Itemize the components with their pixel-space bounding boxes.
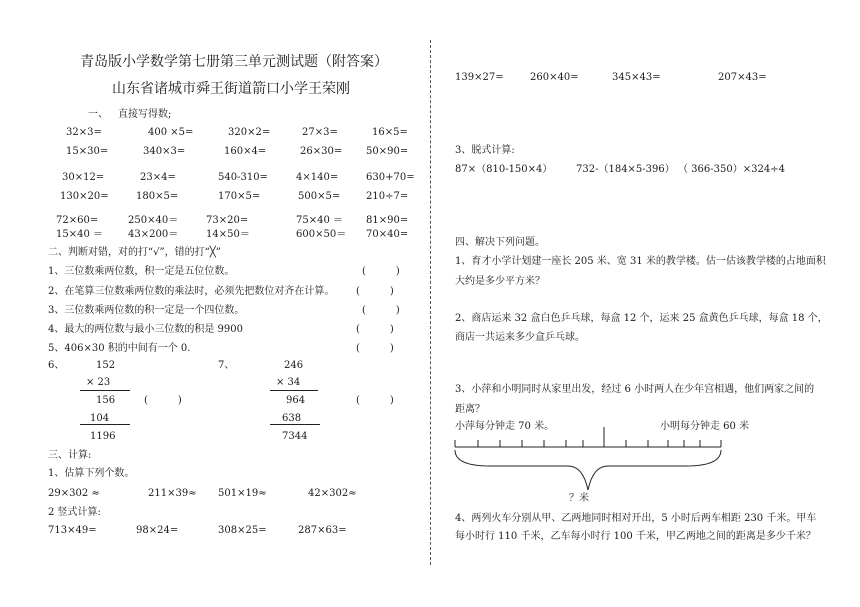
problem: 15×30=	[66, 146, 109, 157]
estimate-problem: 29×302 ≈	[48, 488, 100, 499]
product: 7344	[282, 431, 308, 442]
problem: 320×2=	[228, 127, 271, 138]
problem: 15×40 ＝	[56, 229, 104, 240]
word-problem-line: 每小时行 110 千米，乙车每小时行 100 千米，甲乙两地之间的距离是多少千米？	[455, 531, 816, 542]
multiplicand: 152	[96, 360, 116, 371]
section3-sub1: 1、估算下列个数。	[48, 468, 135, 479]
answer-paren: ( )	[356, 395, 394, 406]
problem: 81×90=	[366, 215, 409, 226]
section1-number: 一、	[88, 109, 108, 120]
multiplicand: 246	[284, 360, 304, 371]
section4-heading: 四、解决下列问题。	[455, 237, 545, 248]
mixed-problem: （ 366-350）×324÷4	[678, 164, 785, 175]
vertical-problem: 713×49=	[48, 525, 97, 536]
judge-item: 2、在笔算三位数乘两位数的乘法时，必须先把数位对齐在计算。	[48, 286, 335, 297]
diagram-left-label: 小萍每分钟走 70 米。	[455, 421, 555, 432]
diagram-right-label: 小明每分钟走 60 米	[660, 421, 750, 432]
problem: 400 ×5=	[148, 127, 194, 138]
answer-paren: ( )	[356, 324, 394, 335]
problem: 14×50＝	[206, 229, 250, 240]
multiplier: × 23	[86, 377, 111, 388]
problem: 600×50＝	[296, 229, 347, 240]
problem: 75×40 ＝	[296, 215, 344, 226]
section1-heading: 直接写得数;	[118, 109, 172, 120]
vertical-problem: 308×25=	[218, 525, 267, 536]
problem: 210÷7=	[366, 191, 409, 202]
problem: 160×4=	[224, 146, 267, 157]
problem: 630+70=	[366, 172, 415, 183]
estimate-problem: 501×19≈	[218, 488, 267, 499]
problem: 500×5=	[298, 191, 341, 202]
answer-paren: ( )	[356, 286, 394, 297]
problem: 540-310=	[218, 172, 268, 183]
vertical-problem: 260×40=	[530, 72, 579, 83]
estimate-problem: 211×39≈	[148, 488, 197, 499]
multiplier: × 34	[276, 377, 301, 388]
problem: 73×20=	[206, 215, 249, 226]
answer-paren: ( )	[362, 305, 400, 316]
product: 1196	[90, 431, 116, 442]
problem: 23×4=	[140, 172, 176, 183]
mixed-problem: 732-（184×5-396）	[576, 164, 675, 175]
problem: 72×60=	[56, 215, 99, 226]
answer-paren: ( )	[144, 395, 182, 406]
diagram-question: ？米	[569, 493, 589, 504]
distance-brace	[455, 450, 721, 490]
partial-product: 104	[90, 413, 110, 424]
problem: 26×30=	[300, 146, 343, 157]
problem: 4×140=	[296, 172, 339, 183]
judge-item: 3、三位数乘两位数的积一定是一个四位数。	[48, 305, 245, 316]
vertical-problem: 287×63=	[298, 525, 347, 536]
question-number: 6、	[48, 360, 65, 371]
word-problem-line: 商店一共运来多少盒乒乓球。	[455, 332, 585, 343]
section3-heading: 三、计算:	[48, 450, 92, 461]
estimate-problem: 42×302≈	[308, 488, 357, 499]
vertical-problem: 207×43=	[718, 72, 767, 83]
vertical-problem: 345×43=	[612, 72, 661, 83]
problem: 50×90=	[366, 146, 409, 157]
problem: 130×20=	[60, 191, 109, 202]
problem: 340×3=	[143, 146, 186, 157]
judge-item: 4、最大的两位数与最小三位数的积是 9900	[48, 324, 243, 335]
problem: 32×3=	[66, 127, 102, 138]
problem: 27×3=	[302, 127, 338, 138]
partial-product: 638	[282, 413, 302, 424]
word-problem-line: 1、育才小学计划建一座长 205 米、宽 31 米的教学楼。估一估该教学楼的占地面积	[455, 256, 826, 267]
word-problem-line: 距离？	[455, 404, 485, 415]
mixed-problem: 87×（810-150×4）	[455, 164, 553, 175]
problem: 43×200＝	[128, 229, 179, 240]
judge-item: 1、三位数乘两位数，积一定是五位位数。	[48, 266, 235, 277]
problem: 70×40=	[366, 229, 409, 240]
word-problem-line: 3、小萍和小明同时从家里出发，经过 6 小时两人在少年宫相遇，他们两家之间的	[455, 384, 815, 395]
partial-product: 156	[96, 395, 116, 406]
section2-heading: 二、判断对错，对的打“√”，错的打“╳”	[48, 247, 221, 258]
answer-paren: ( )	[356, 343, 394, 354]
problem: 30×12=	[62, 172, 105, 183]
answer-paren: ( )	[362, 266, 400, 277]
question-number: 7、	[218, 360, 235, 371]
problem: 250×40＝	[128, 215, 179, 226]
vertical-problem: 98×24=	[136, 525, 179, 536]
partial-product: 964	[286, 395, 306, 406]
section3-sub2: 2 竖式计算:	[48, 507, 101, 518]
problem: 16×5=	[372, 127, 408, 138]
problem: 180×5=	[136, 191, 179, 202]
word-problem-line: 2、商店运来 32 盒白色乒乓球，每盒 12 个，运来 25 盒黄色乒乓球，每盒 18 个，	[455, 313, 828, 324]
problem: 170×5=	[218, 191, 261, 202]
word-problem-line: 4、两列火车分别从甲、乙两地同时相对开出，5 小时后两车相距 230 千米。甲车	[455, 513, 817, 524]
page-subtitle: 山东省诸城市舜王街道箭口小学王荣刚	[112, 81, 350, 97]
page-title: 青岛版小学数学第七册第三单元测试题（附答案）	[80, 54, 388, 70]
word-problem-line: 大约是多少平方米？	[455, 276, 545, 287]
vertical-problem: 139×27=	[455, 72, 504, 83]
section3-sub3: 3、脱式计算:	[455, 145, 515, 156]
judge-item: 5、406×30 积的中间有一个 0.	[48, 343, 191, 354]
